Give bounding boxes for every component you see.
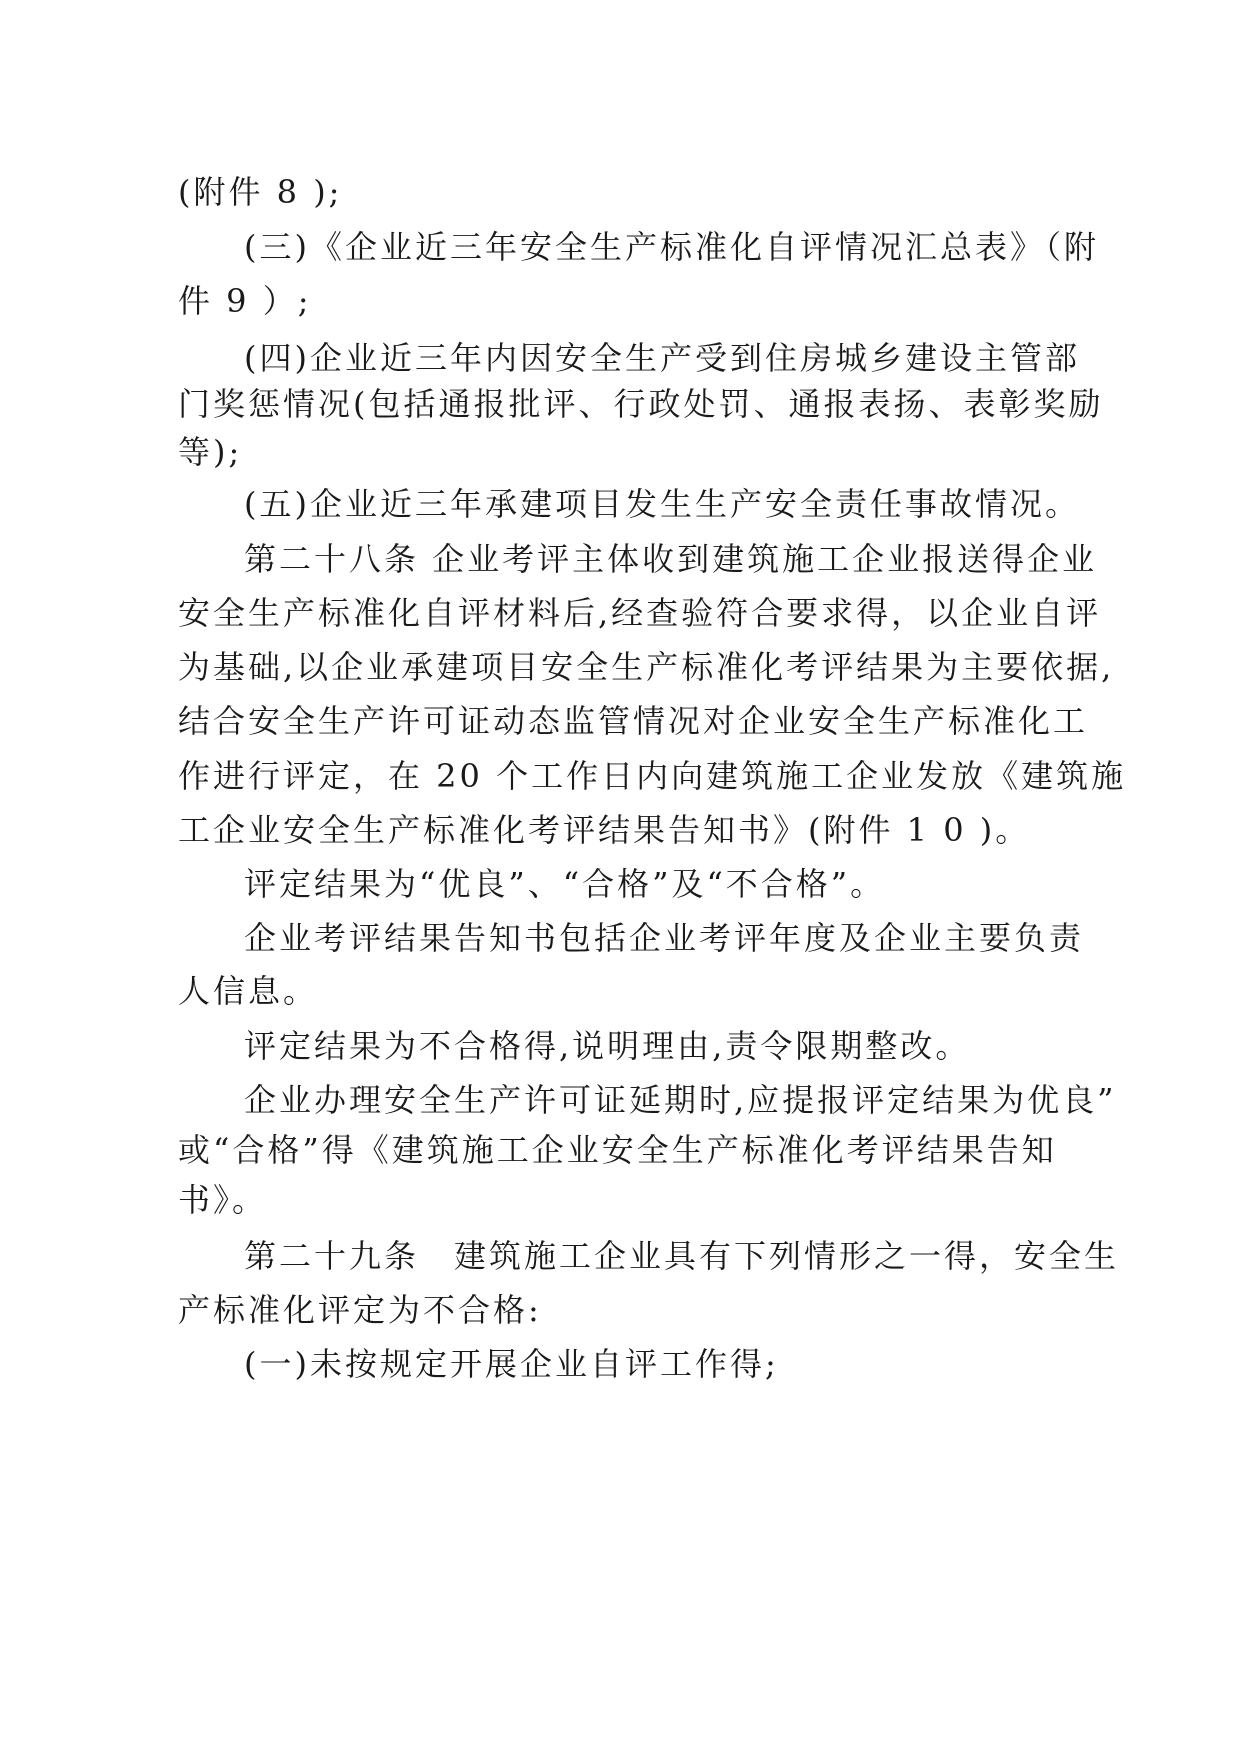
text-line: (一)未按规定开展企业自评工作得;	[244, 1345, 779, 1383]
text-line: 或“合格”得《建筑施工企业安全生产标准化考评结果告知	[178, 1131, 1057, 1169]
text-line: 企业办理安全生产许可证延期时,应提报评定结果为优良”	[244, 1081, 1117, 1119]
article-29-heading: 第二十九条 建筑施工企业具有下列情形之一得，安全生	[244, 1237, 1120, 1275]
text-line: (三)《企业近三年安全生产标准化自评情况汇总表》（附	[244, 228, 1099, 266]
text-line: 作进行评定，在 20 个工作日内向建筑施工企业发放《建筑施	[178, 757, 1127, 795]
text-line: (附件 8 );	[178, 173, 343, 211]
text-line: (五)企业近三年承建项目发生生产安全责任事故情况。	[244, 485, 1080, 523]
text-line: 件 9 ）;	[178, 282, 312, 320]
text-line: 为基础,以企业承建项目安全生产标准化考评结果为主要依据,	[178, 648, 1115, 686]
text-line: 评定结果为不合格得,说明理由,责令限期整改。	[244, 1027, 971, 1065]
text-line: 产标准化评定为不合格:	[178, 1291, 542, 1329]
text-line: 安全生产标准化自评材料后,经查验符合要求得，以企业自评	[178, 594, 1102, 632]
text-line: 企业考评结果告知书包括企业考评年度及企业主要负责	[244, 919, 1085, 957]
text-line: 工企业安全生产标准化考评结果告知书》(附件 1 0 )。	[178, 811, 1031, 849]
text-line: 人信息。	[178, 972, 319, 1010]
text-line: 结合安全生产许可证动态监管情况对企业安全生产标准化工	[178, 702, 1089, 740]
text-line: (四)企业近三年内因安全生产受到住房城乡建设主管部	[244, 339, 1080, 377]
text-line: 评定结果为“优良”、“合格”及“不合格”。	[244, 865, 886, 903]
text-line: 门奖惩情况(包括通报批评、行政处罚、通报表扬、表彰奖励	[178, 385, 1104, 423]
text-line: 书》。	[178, 1181, 268, 1219]
text-line: 等);	[178, 433, 243, 471]
article-28-heading: 第二十八条 企业考评主体收到建筑施工企业报送得企业	[244, 540, 1098, 578]
